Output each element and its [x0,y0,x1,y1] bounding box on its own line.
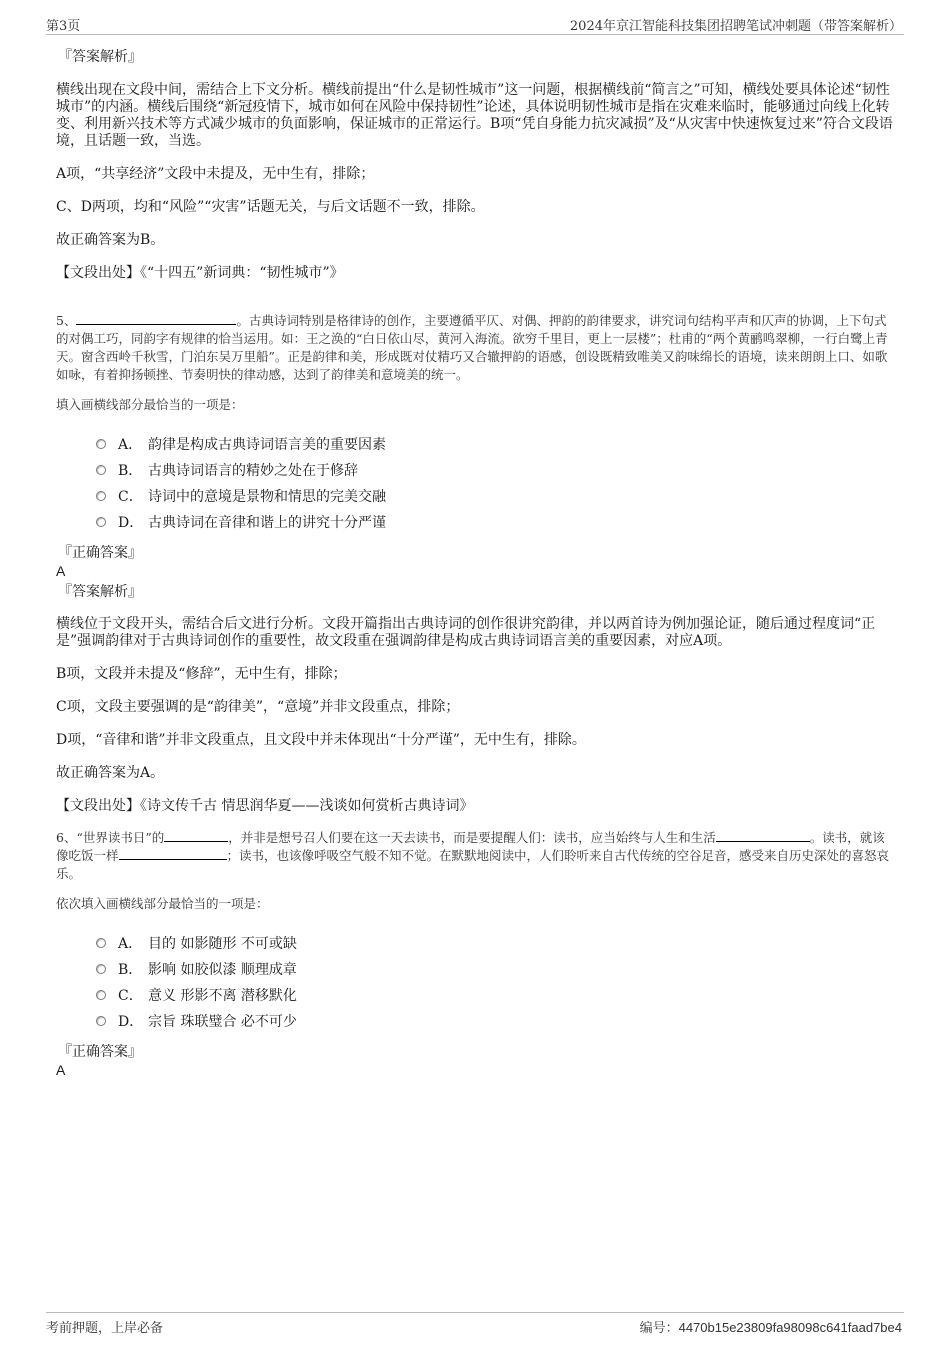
q5-blank [76,312,236,325]
q6-stem [56,829,894,883]
q5-stem-text: 。古典诗词特别是格律诗的创作，主要遵循平仄、对偶、押韵的韵律要求，讲究词句结构平声和仄声的协调，上下句式的对偶工巧，同韵字有规律的恰当运用。如：王之涣的“白日依山尽，黄河入海流。欲穷千里目，更上一层楼”；杜甫的“两个黄鹂鸣翠柳，一行白鹭上青天。窗含西岭千秋雪，门泊东吴万里船”。正是韵律和美，形成既对仗精巧又合辙押韵的语感，创设既精致唯美又韵味绵长的语境，读来朗朗上口、如歌如咏，有着抑扬顿挫、节奏明快的律动感，达到了韵律美和意境美的统一。 [56,313,888,382]
option-letter: D． [118,1014,144,1030]
q5-analysis-label: 『答案解析』 [58,584,142,600]
q6-correct-label: 『正确答案』 [58,1044,142,1060]
document-code: 编号：4470b15e23809fa98098c641faad7be4 [639,1320,902,1335]
q5-option-d[interactable] [96,510,894,536]
radio-icon[interactable] [96,465,106,475]
radio-icon[interactable] [96,990,106,1000]
q6-blank-2 [716,829,810,842]
option-letter: D． [118,515,144,531]
option-letter: C． [118,988,143,1004]
radio-icon[interactable] [96,938,106,948]
q6-stem-text: ，并非是想号召人们要在这一天去读书，而是要提醒人们：读书，应当始终与人生和生活 [228,830,716,845]
option-text: 目的 如影随形 不可或缺 [148,936,297,952]
q5-analysis-paragraph: B项，文段并未提及“修辞”，无中生有，排除； [56,666,347,682]
q5-correct-label: 『正确答案』 [58,545,142,561]
q5-option-a[interactable] [96,432,894,458]
q5-analysis-paragraph: 横线位于文段开头，需结合后文进行分析。文段开篇指出古典诗词的创作很讲究韵律，并以两首诗为例加强论证，随后通过程度词“正是”强调韵律对于古典诗词创作的重要性，故文段重在强调韵律是构成古典诗词语言美的重要因素，对应A项。 [56,616,876,649]
q6-blank-1 [164,829,228,842]
q5-correct-answer: A [56,563,66,579]
q4-analysis-paragraph: A项，“共享经济”文段中未提及，无中生有，排除； [56,166,375,182]
radio-icon[interactable] [96,964,106,974]
radio-icon[interactable] [96,439,106,449]
option-letter: B． [118,463,143,479]
q6-option-b[interactable] [96,957,894,983]
q6-options [56,931,894,1035]
q6-stem-text: 。读书，就该像吃饭一样 [56,830,885,863]
page-content [56,44,894,1079]
q5-option-b[interactable] [96,458,894,484]
q5-prompt: 填入画横线部分最恰当的一项是： [56,397,244,412]
option-text: 宗旨 珠联璧合 必不可少 [148,1014,297,1030]
q4-analysis-paragraph: C、D两项，均和“风险”“灾害”话题无关，与后文话题不一致，排除。 [56,199,485,215]
q5-options [56,432,894,536]
q6-blank-3 [119,847,227,860]
q6-option-d[interactable] [96,1009,894,1035]
page-number: 第3页 [46,19,81,34]
document-title: 2024年京江智能科技集团招聘笔试冲刺题（带答案解析） [569,19,902,34]
q5-analysis-paragraph: D项，“音律和谐”并非文段重点，且文段中并未体现出“十分严谨”，无中生有，排除。 [56,732,586,748]
option-letter: A． [118,936,143,952]
option-text: 意义 形影不离 潜移默化 [148,988,297,1004]
option-letter: A． [118,437,143,453]
q5-stem [56,312,894,384]
q5-analysis-paragraph: C项，文段主要强调的是“韵律美”，“意境”并非文段重点，排除； [56,699,460,715]
q4-answer-statement: 故正确答案为B。 [56,232,165,248]
option-text: 古典诗词在音律和谐上的讲究十分严谨 [148,515,386,531]
q6-option-a[interactable] [96,931,894,957]
q5-option-c[interactable] [96,484,894,510]
radio-icon[interactable] [96,1016,106,1026]
q4-source: 【文段出处】《“十四五”新词典：“韧性城市”》 [56,265,344,281]
q6-correct-answer: A [56,1062,66,1078]
q6-stem-text: ；读书，也该像呼吸空气般不知不觉。在默默地阅读中，人们聆听来自古代传统的空谷足音，感受来自历史深处的喜怒哀乐。 [56,848,890,881]
q5-number: 5、 [56,313,77,328]
q4-analysis-label: 『答案解析』 [58,49,142,65]
option-letter: B． [118,962,143,978]
option-letter: C． [118,489,143,505]
option-text: 诗词中的意境是景物和情思的完美交融 [148,489,386,505]
q4-analysis-paragraph: 横线出现在文段中间，需结合上下文分析。横线前提出“什么是韧性城市”这一问题，根据横线前“简言之”可知，横线处要具体论述“韧性城市”的内涵。横线后围绕“新冠疫情下，城市如何在风险中保持韧性”论述，具体说明韧性城市是指在灾难来临时，能够通过向线上化转变、利用新兴技术等方式减少城市的负面影响，保证城市的正常运行。B项“凭自身能力抗灾减损”及“从灾害中快速恢复过来”符合文段语境，且话题一致，当选。 [56,82,893,149]
q6-stem-text: 6、“世界读书日”的 [56,830,165,845]
page-header [46,14,904,35]
footer-slogan: 考前押题，上岸必备 [46,1321,164,1336]
option-text: 韵律是构成古典诗词语言美的重要因素 [148,437,386,453]
radio-icon[interactable] [96,517,106,527]
q5-answer-statement: 故正确答案为A。 [56,765,165,781]
q6-option-c[interactable] [96,983,894,1009]
option-text: 影响 如胶似漆 顺理成章 [148,962,297,978]
q6-prompt: 依次填入画横线部分最恰当的一项是： [56,896,269,911]
option-text: 古典诗词语言的精妙之处在于修辞 [148,463,358,479]
q5-source: 【文段出处】《诗文传千古 情思润华夏——浅谈如何赏析古典诗词》 [56,798,474,814]
page-footer [46,1312,904,1335]
radio-icon[interactable] [96,491,106,501]
